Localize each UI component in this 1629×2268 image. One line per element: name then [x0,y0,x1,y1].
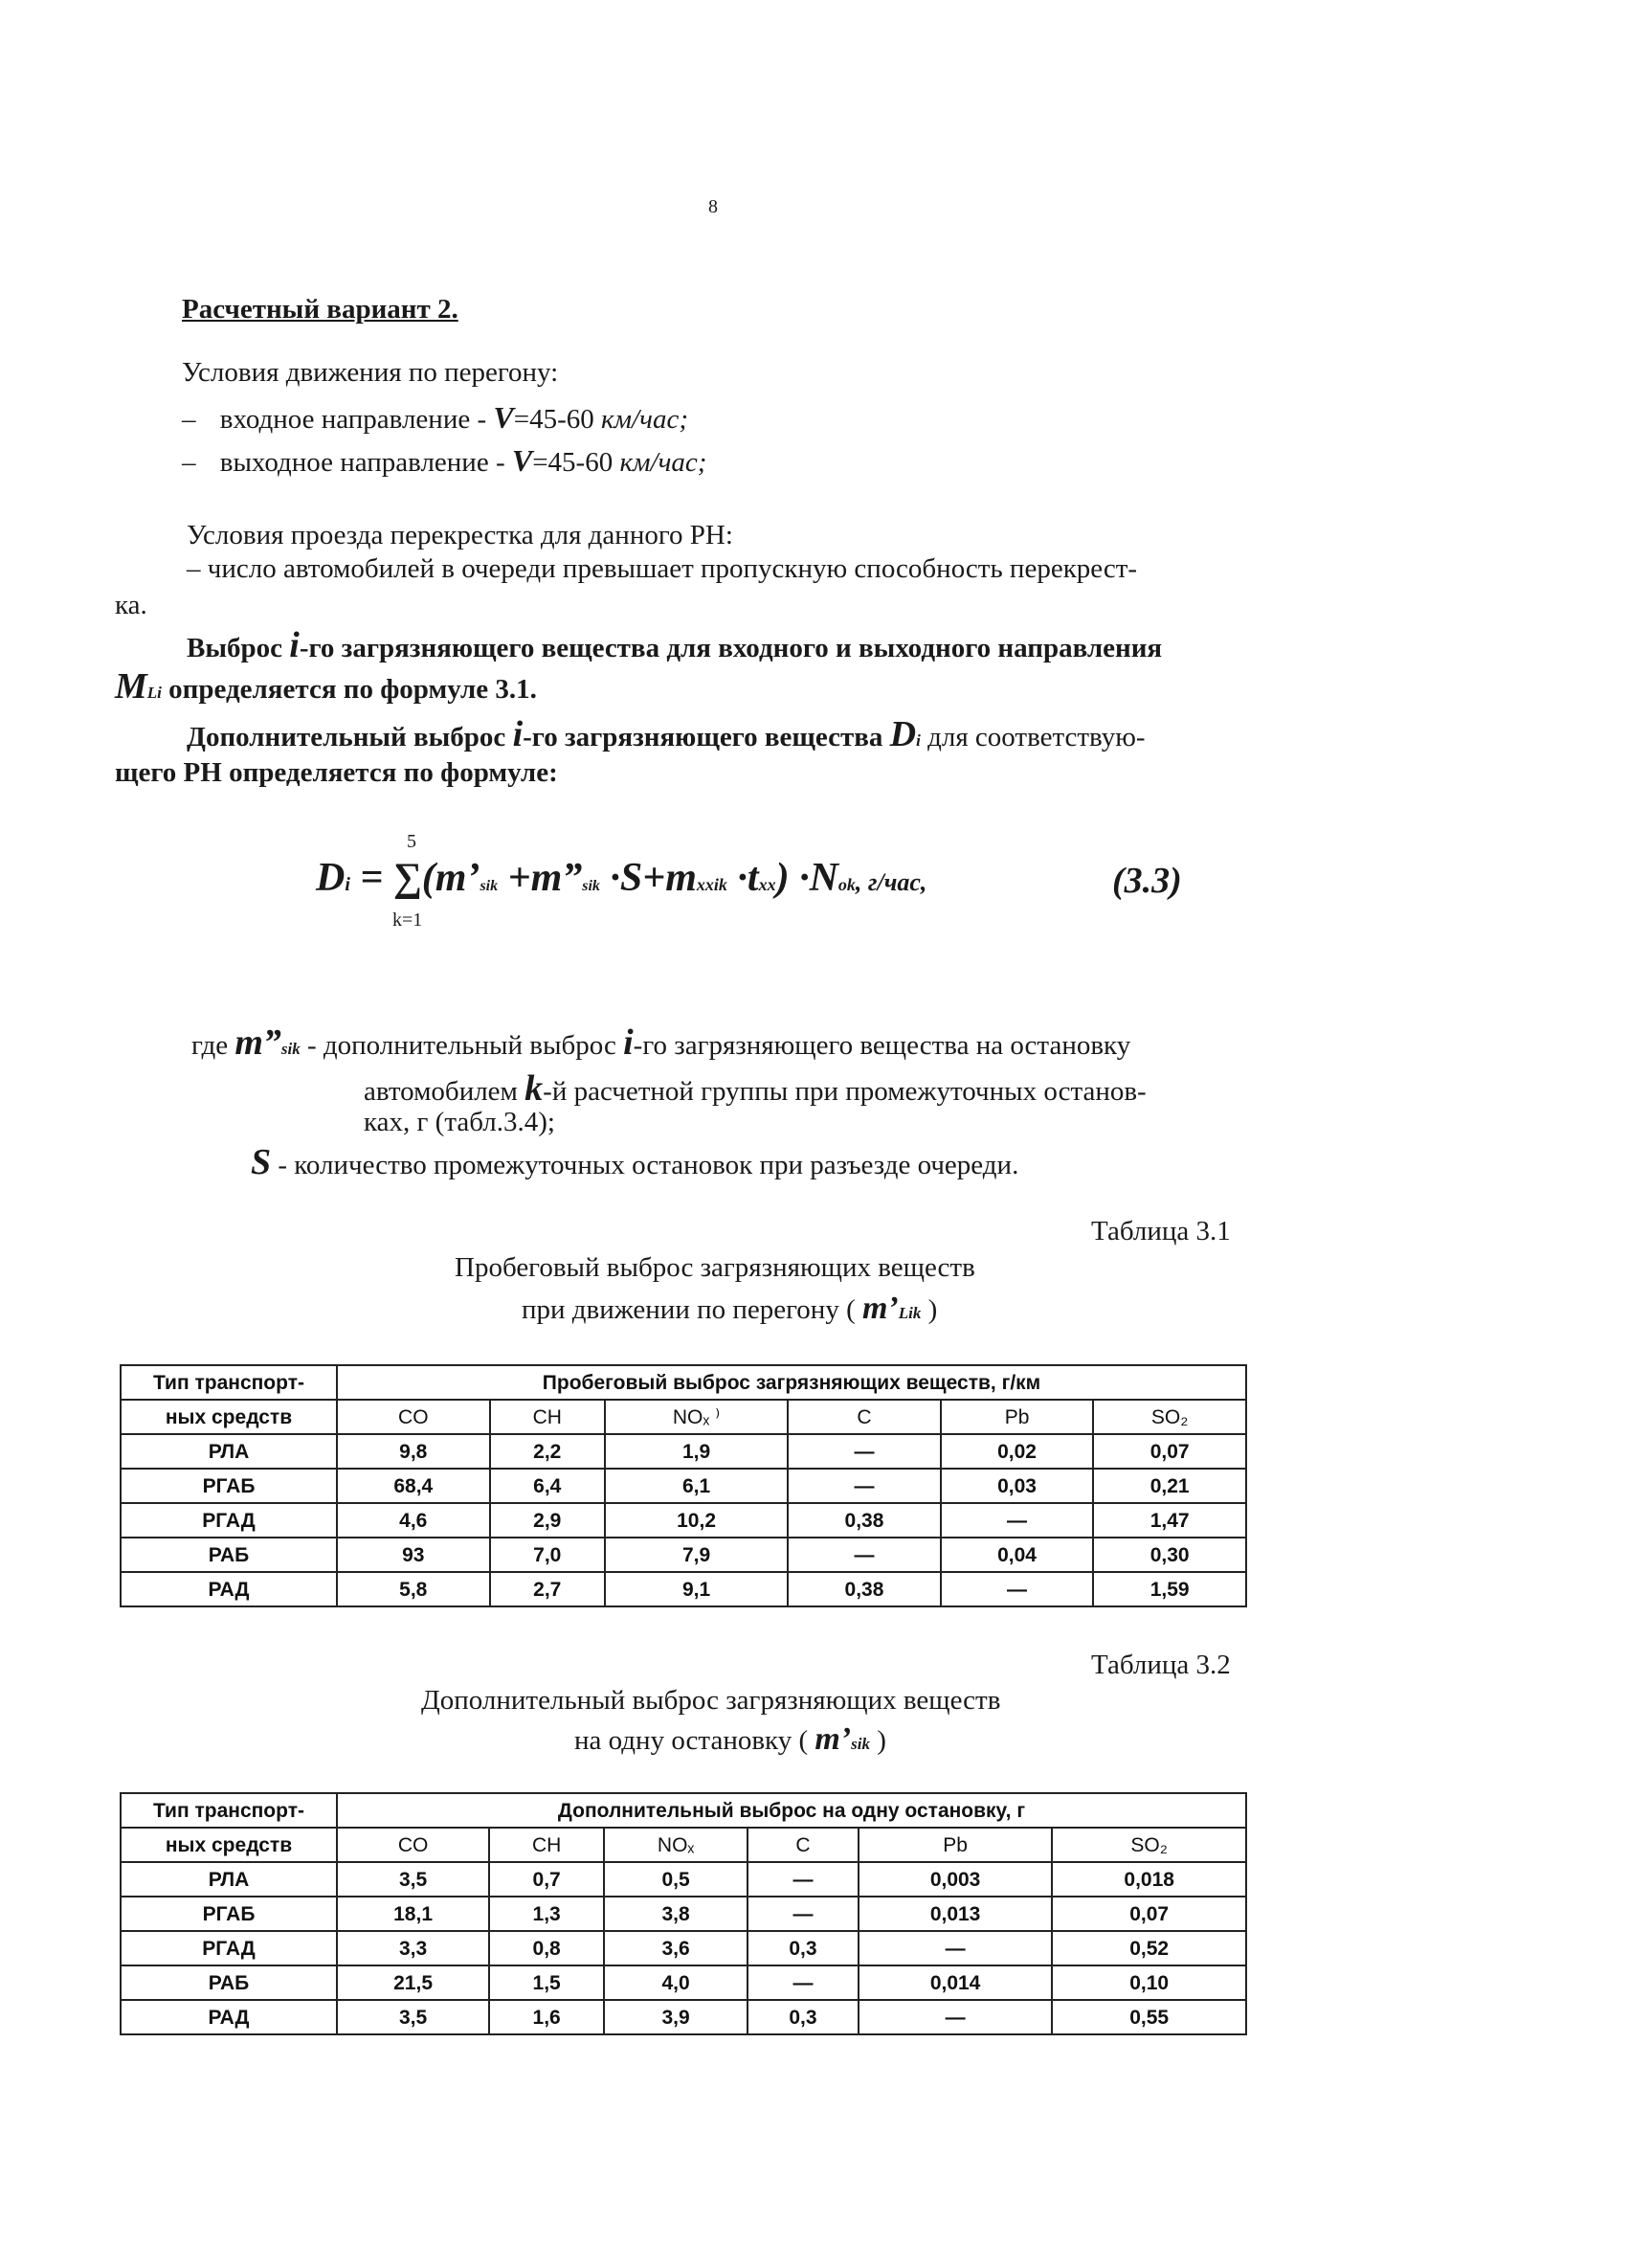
cell: — [788,1538,941,1572]
row-type: РГАБ [121,1897,337,1931]
cell: 93 [337,1538,490,1572]
dash: – [182,404,196,435]
formula-n-sub: ok [837,875,856,894]
table-title-text: на одну остановку ( [574,1725,809,1756]
table-row [121,1862,1246,1897]
formula-n: N [809,856,838,900]
var-i: i [289,625,300,665]
where-text: - количество промежуточных остановок при разъезде очереди. [278,1150,1019,1180]
formula-m3-sub: xxik [696,875,727,894]
var-i: i [512,714,524,754]
formula-s: S [619,856,643,900]
cell: 0,38 [788,1572,941,1606]
para-text: Выброс [187,633,282,663]
cell: 0,10 [1052,1965,1246,2000]
table-row [121,1434,1246,1469]
cell: 4,0 [604,1965,748,2000]
col-header: CH [490,1400,605,1434]
para-text: для соответствую- [927,722,1146,752]
var-k: k [524,1068,544,1109]
where-line1 [191,1024,1130,1061]
table-row [121,1931,1246,1965]
formula-plus: + [507,856,531,900]
cell: — [748,1965,859,2000]
speed-var: V [511,443,533,478]
cell: 6,1 [605,1469,788,1503]
row-type: РАБ [121,1538,337,1572]
formula-m1-sub: sik [480,878,499,894]
row-type: РЛА [121,1862,337,1897]
speed-value: =45-60 [532,447,614,478]
cell: 0,30 [1093,1538,1246,1572]
movement-item-inbound [182,402,688,434]
var-i: i [623,1022,634,1063]
cell: 7,0 [490,1538,605,1572]
formula-t: t [747,856,759,900]
cell: 0,003 [859,1862,1053,1897]
speed-unit: км/час; [600,404,688,435]
col-header: CO [337,1828,489,1862]
cell: 0,03 [941,1469,1094,1503]
formula-plus: + [642,856,666,900]
cell: 0,018 [1052,1862,1246,1897]
speed-var: V [493,400,514,435]
cell: 21,5 [337,1965,489,2000]
col-header: SO₂ [1052,1828,1246,1862]
var-m: M [115,666,147,707]
col-header: C [748,1828,859,1862]
movement-item-label: выходное направление - [219,447,505,478]
cell: 3,5 [337,2000,489,2034]
table-group-header: Пробеговый выброс загрязняющих веществ, г/км [337,1365,1246,1400]
cell: 0,3 [748,1931,859,1965]
dash: – [182,447,196,478]
formula [316,855,926,901]
col-header: CO [337,1400,490,1434]
col-header: Pb [859,1828,1053,1862]
cell: 4,6 [337,1503,490,1538]
cell: 3,8 [604,1897,748,1931]
table-group-header: Дополнительный выброс на одну остановку, г [337,1793,1246,1828]
cell: — [788,1434,941,1469]
para-text: определяется по формуле 3.1. [168,674,537,705]
cell: — [748,1862,859,1897]
table2 [120,1792,1247,2035]
table-row [121,2000,1246,2034]
cell: 2,7 [490,1572,605,1606]
formula-m2-sub: sik [582,878,600,894]
col-header: C [788,1400,941,1434]
row-type: РАД [121,1572,337,1606]
cell: 0,07 [1052,1897,1246,1931]
cell: 0,55 [1052,2000,1246,2034]
cell: 1,3 [489,1897,604,1931]
where-text: -й расчетной группы при промежуточных останов- [543,1076,1147,1107]
cell: 7,9 [605,1538,788,1572]
cell: — [788,1469,941,1503]
formula-m1: m’ [435,856,480,900]
cell: 1,6 [489,2000,604,2034]
cell: 0,8 [489,1931,604,1965]
para-text: -го загрязняющего вещества [523,722,883,752]
speed-unit: км/час; [619,447,707,478]
row-type: РГАД [121,1931,337,1965]
row-type: РГАД [121,1503,337,1538]
var-s: S [251,1142,272,1182]
cell: 3,3 [337,1931,489,1965]
cell: 5,8 [337,1572,490,1606]
table2-subtitle [574,1723,886,1756]
table1-title: Пробеговый выброс загрязняющих веществ [455,1252,975,1283]
crossing-title: Условия проезда перекрестка для данного РН: [187,520,733,550]
formula-dot: · [610,856,620,900]
table-row [121,1897,1246,1931]
cell: — [941,1503,1094,1538]
movement-title: Условия движения по перегону: [182,357,559,388]
paragraph-additional [187,716,1146,752]
table1-subtitle [522,1292,937,1325]
formula-m2: m” [530,856,583,900]
paragraph-emission-line2 [115,668,537,705]
row-type: РЛА [121,1434,337,1469]
movement-item-outbound [182,445,706,477]
formula-dot: · [737,856,748,900]
table-type-header: ных средств [121,1828,337,1862]
cell: 68,4 [337,1469,490,1503]
paragraph-emission [187,627,1162,663]
table1-label: Таблица 3.1 [1091,1216,1231,1246]
page-number: 8 [708,196,718,217]
where-line3: ках, г (табл.3.4); [364,1107,555,1137]
cell: 10,2 [605,1503,788,1538]
cell: — [859,2000,1053,2034]
var-m1: m’ [814,1721,852,1757]
cell: 9,8 [337,1434,490,1469]
cell: 0,7 [489,1862,604,1897]
col-header: CH [489,1828,604,1862]
para-text: -го загрязняющего вещества для входного и выходного направления [299,633,1163,663]
var-d-sub: i [916,731,921,750]
table-type-header: Тип транспорт- [121,1793,337,1828]
formula-upper-limit: 5 [407,831,416,852]
formula-lower-limit: k=1 [392,909,423,931]
section-heading: Расчетный вариант 2. [182,294,458,325]
table-title-text: при движении по перегону ( [522,1294,856,1325]
table2-label: Таблица 3.2 [1091,1650,1231,1680]
cell: 0,38 [788,1503,941,1538]
speed-value: =45-60 [513,404,594,435]
table-row [121,1469,1246,1503]
cell: 9,1 [605,1572,788,1606]
var-d: D [889,714,917,754]
cell: 3,6 [604,1931,748,1965]
cell: 0,3 [748,2000,859,2034]
cell: 0,013 [859,1897,1053,1931]
row-type: РАД [121,2000,337,2034]
col-header: NOₓ ⁾ [605,1400,788,1434]
cell: 18,1 [337,1897,489,1931]
table-row [121,1965,1246,2000]
formula-lhs: D [316,856,346,900]
table-title-text: ) [877,1725,886,1756]
table-type-header: Тип транспорт- [121,1365,337,1400]
cell: 0,21 [1093,1469,1246,1503]
where-text: автомобилем [364,1076,518,1107]
table-row [121,1538,1246,1572]
cell: — [859,1931,1053,1965]
table-row [121,1572,1246,1606]
var-m2: m” [234,1022,281,1063]
table-row [121,1503,1246,1538]
cell: 0,07 [1093,1434,1246,1469]
formula-lhs-sub: i [345,874,350,895]
cell: 3,5 [337,1862,489,1897]
cell: 2,2 [490,1434,605,1469]
crossing-line-end: ка. [115,590,147,620]
formula-dot: · [799,856,810,900]
paragraph-additional-line2: щего РН определяется по формуле: [115,757,558,788]
where-label: где [191,1030,229,1061]
cell: — [748,1897,859,1931]
cell: 6,4 [490,1469,605,1503]
var-m1: m’ [861,1291,899,1326]
table1 [120,1364,1247,1607]
sigma-icon: ∑ [392,856,422,900]
cell: 0,02 [941,1434,1094,1469]
row-type: РГАБ [121,1469,337,1503]
where-s-line [251,1144,1018,1180]
cell: 1,5 [489,1965,604,2000]
col-header: Pb [941,1400,1094,1434]
cell: 2,9 [490,1503,605,1538]
formula-paren: ) [775,856,790,900]
formula-m3: m [665,856,697,900]
where-line2 [364,1070,1147,1107]
cell: 0,5 [604,1862,748,1897]
cell: 0,04 [941,1538,1094,1572]
table2-title: Дополнительный выброс загрязняющих веществ [421,1685,1001,1716]
where-text: - дополнительный выброс [306,1030,616,1061]
table-type-header: ных средств [121,1400,337,1434]
var-m2-sub: sik [280,1040,301,1058]
table-title-text: ) [927,1294,938,1325]
cell: 0,52 [1052,1931,1246,1965]
col-header: SO₂ [1093,1400,1246,1434]
formula-unit: , г/час, [855,868,927,896]
var-m1-sub: Lik [898,1304,922,1322]
cell: 1,47 [1093,1503,1246,1538]
crossing-line: – число автомобилей в очереди превышает пропускную способность перекрест- [187,553,1138,584]
var-m1-sub: sik [851,1735,870,1753]
cell: — [941,1572,1094,1606]
formula-number: (3.3) [1112,861,1182,901]
cell: 1,9 [605,1434,788,1469]
movement-item-label: входное направление - [219,404,487,435]
col-header: NOₓ [604,1828,748,1862]
cell: 0,014 [859,1965,1053,2000]
row-type: РАБ [121,1965,337,2000]
cell: 1,59 [1093,1572,1246,1606]
formula-eq: = [360,856,384,900]
formula-t-sub: xx [758,875,776,894]
formula-paren: ( [421,856,435,900]
para-text: Дополнительный выброс [187,722,506,752]
var-m-sub: Li [146,684,162,702]
cell: 3,9 [604,2000,748,2034]
where-text: -го загрязняющего вещества на остановку [633,1030,1131,1061]
